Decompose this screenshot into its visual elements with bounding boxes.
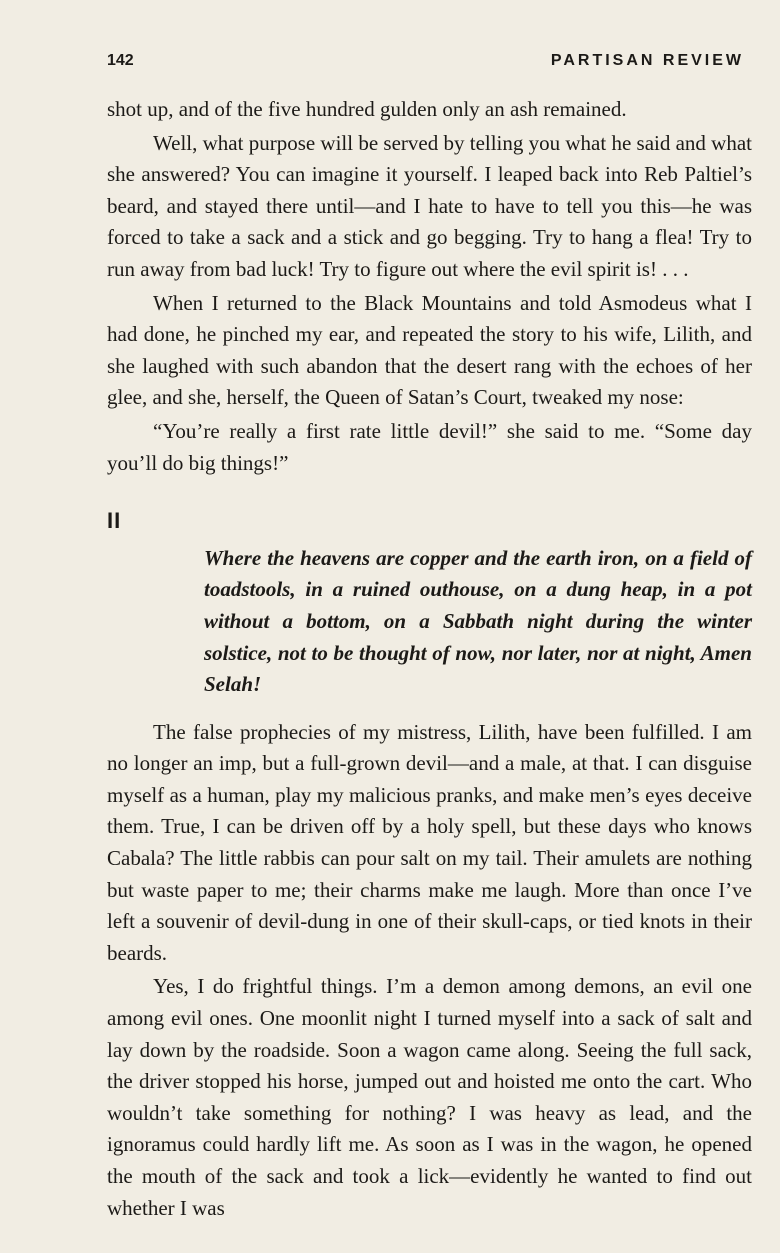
epigraph: Where the heavens are copper and the earth iron, on a field of toadstools, in a ruined outhouse, on a dung heap, in a pot without a bottom, on a Sabbath night during the winter solstice, not to be thought of now, nor later, nor at night, Amen Selah!	[204, 545, 752, 697]
paragraph: “You’re really a first rate little devil!” she said to me. “Some day you’ll do big things!”	[107, 418, 752, 475]
paragraph: shot up, and of the five hundred gulden only an ash remained.	[107, 97, 627, 121]
page-number: 142	[107, 52, 134, 69]
page-header	[107, 52, 744, 76]
paragraph: When I returned to the Black Mountains and told Asmodeus what I had done, he pinched my ear, and repeated the story to his wife, Lilith, and she laughed with such abandon that the desert rang with the echoes of her glee, and she, herself, the Queen of Satan’s Court, tweaked my nose:	[107, 290, 752, 410]
body-text	[107, 94, 752, 1226]
section-number: II	[107, 508, 122, 534]
paragraph: The false prophecies of my mistress, Lilith, have been fulfilled. I am no longer an imp, but a full-grown devil—and a male, at that. I can disguise myself as a human, play my malicious pranks, and make men’s eyes deceive them. True, I can be driven off by a holy spell, but these days who knows Cabala? The little rabbis can pour salt on my tail. Their amulets are nothing but waste paper to me; their charms make me laugh. More than once I’ve left a souvenir of devil-dung in one of their skull-caps, or tied knots in their beards.	[107, 719, 752, 965]
running-head: PARTISAN REVIEW	[550, 52, 744, 69]
paragraph: Well, what purpose will be served by telling you what he said and what she answered? You can imagine it yourself. I leaped back into Reb Paltiel’s beard, and stayed there until—and I hate to have to tell you this—he was forced to take a sack and a stick and go begging. Try to hang a flea! Try to run away from bad luck! Try to figure out where the evil spirit is! . . .	[107, 130, 753, 281]
paragraph: Yes, I do frightful things. I’m a demon among demons, an evil one among evil ones. One moonlit night I turned myself into a sack of salt and lay down by the roadside. Soon a wagon came along. Seeing the full sack, the driver stopped his horse, jumped out and hoisted me onto the cart. Who wouldn’t take something for nothing? I was heavy as lead, and the ignoramus could hardly lift me. As soon as I was in the wagon, he opened the mouth of the sack and took a lick—evidently he wanted to find out whether I was	[107, 974, 752, 1220]
